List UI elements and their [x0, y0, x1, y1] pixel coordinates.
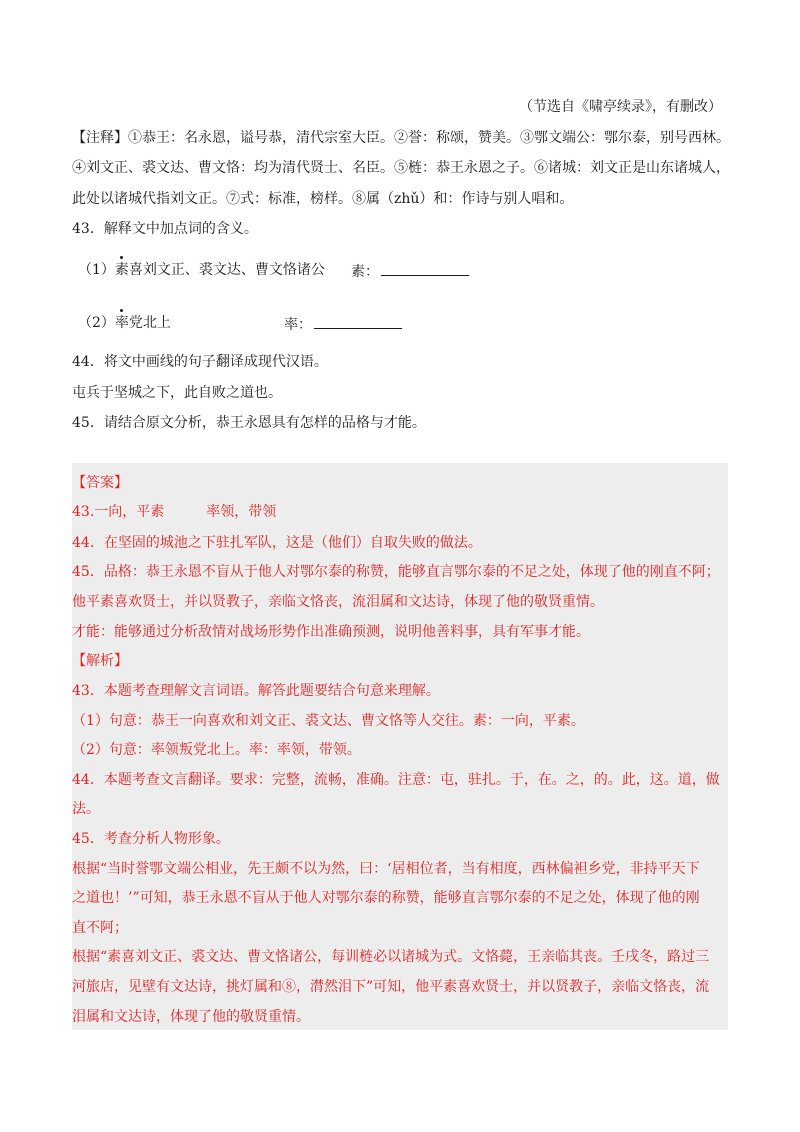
item-2-dotted-char: 率 — [114, 315, 129, 331]
notes-line-3: 此处以诸城代指刘文正。⑦式：标准，榜样。⑧属（zhǔ）和：作诗与别人唱和。 — [72, 191, 574, 207]
analysis-line-8: 之道也！’”可知，恭王永恩不盲从于他人对鄂尔泰的称赞，能够直言鄂尔泰的不足之处，体现了他的刚 — [72, 890, 700, 906]
analysis-line-1: 43．本题考查理解文言词语。解答此题要结合句意来理解。 — [72, 683, 440, 699]
answer-blank-1[interactable] — [381, 261, 469, 276]
notes-line-2: ④刘文正、裘文达、曹文恪：均为清代贤士、名臣。⑤梿：恭王永恩之子。⑥诸城：刘文正是山东诸城人， — [72, 160, 730, 176]
question-43-title: 43．解释文中加点词的含义。 — [72, 221, 258, 237]
question-44-title: 44．将文中画线的句子翻译成现代汉语。 — [72, 354, 328, 370]
analysis-line-7: 根据“当时誉鄂文端公相业，先王颇不以为然，曰：‘居相位者，当有相度，西林偏袒乡党，非持平天下 — [72, 861, 700, 877]
analysis-line-12: 泪属和文达诗，体现了他的敬贤重情。 — [72, 1009, 310, 1025]
question-43-item-1 — [78, 261, 325, 279]
item-1-dotted-char: 素 — [114, 262, 129, 278]
answer-45-line-1: 45．品格：恭王永恩不盲从于他人对鄂尔泰的称赞，能够直言鄂尔泰的不足之处，体现了他的刚直不阿； — [72, 564, 720, 580]
analysis-line-9: 直不阿； — [72, 920, 128, 936]
item-1-phrase: 喜刘文正、裘文达、曹文恪诸公 — [128, 262, 325, 278]
analysis-line-11: 河旅店，见壁有文达诗，挑灯属和⑧，潸然泪下”可知，他平素喜欢贤士，并以贤教子，亲临文恪丧，流 — [72, 979, 710, 995]
analysis-line-4: 44．本题考查文言翻译。要求：完整，流畅，准确。注意：屯，驻扎。于，在。之，的。此，这。道，做 — [72, 772, 720, 788]
analysis-line-3: （2）句意：率领叛党北上。率：率领，带领。 — [72, 742, 361, 758]
answer-45-line-2: 他平素喜欢贤士，并以贤教子，亲临文恪丧，流泪属和文达诗，体现了他的敬贤重情。 — [72, 594, 604, 610]
question-43-answer-1 — [351, 261, 469, 281]
notes-line-1: 【注释】①恭王：名永恩，谥号恭，清代宗室大臣。②誉：称颂，赞美。③鄂文端公：鄂尔泰，别号西林。 — [72, 130, 730, 146]
answer-43: 43.一向，平素 率领，带领 — [72, 504, 277, 520]
question-43-answer-2 — [284, 314, 402, 334]
analysis-line-2: （1）句意：恭王一向喜欢和刘文正、裘文达、曹文恪等人交往。素：一向，平素。 — [72, 713, 585, 729]
analysis-line-10: 根据“素喜刘文正、裘文达、曹文恪诸公，每训梿必以诸城为式。文恪薨，王亲临其丧。壬戌冬，路过三 — [72, 949, 710, 965]
answer-blank-2[interactable] — [314, 314, 402, 329]
question-45-title: 45．请结合原文分析，恭王永恩具有怎样的品格与才能。 — [72, 415, 426, 431]
item-2-phrase: 党北上 — [128, 315, 171, 331]
question-43-item-2 — [78, 314, 171, 332]
analysis-header: 【解析】 — [72, 653, 128, 669]
item-2-prefix: （2） — [78, 315, 115, 331]
answer-45-line-3: 才能：能够通过分析敌情对战场形势作出准确预测，说明他善料事，具有军事才能。 — [72, 624, 590, 640]
item-2-label: 率： — [284, 317, 312, 333]
answer-header: 【答案】 — [72, 475, 128, 491]
answer-44: 44．在坚固的城池之下驻扎军队，这是（他们）自取失败的做法。 — [72, 535, 482, 551]
item-1-label: 素： — [351, 264, 379, 280]
item-1-prefix: （1） — [78, 262, 115, 278]
analysis-line-6: 45．考查分析人物形象。 — [72, 831, 230, 847]
question-44-sentence: 屯兵于坚城之下，此自败之道也。 — [72, 385, 282, 401]
source-citation: （节选自《啸亭续录》，有删改） — [519, 99, 722, 115]
analysis-line-5: 法。 — [72, 801, 100, 817]
